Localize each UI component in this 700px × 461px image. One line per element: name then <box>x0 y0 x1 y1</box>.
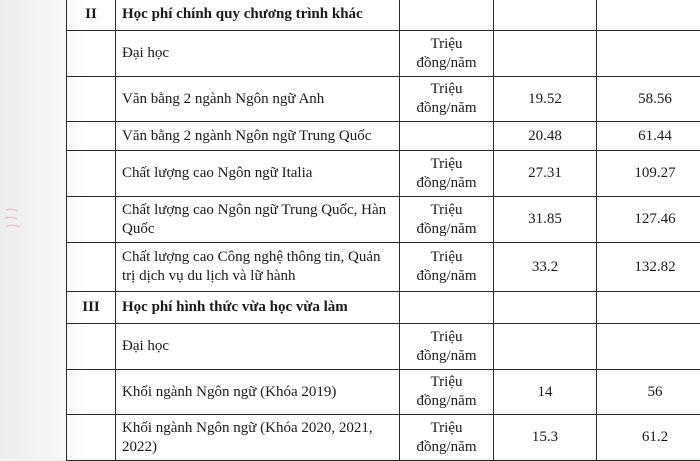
row-value-1 <box>494 324 597 370</box>
table-row <box>67 31 700 77</box>
row-number <box>67 77 116 122</box>
row-value-2 <box>597 0 700 31</box>
row-value-2 <box>597 324 700 370</box>
row-label: Chất lượng cao Ngôn ngữ Italia <box>116 151 400 197</box>
row-unit: Triệu đồng/năm <box>400 370 494 415</box>
row-unit: Triệu đồng/năm <box>400 151 494 197</box>
row-value-2 <box>597 292 700 324</box>
row-number <box>67 31 116 77</box>
table-row <box>67 151 700 197</box>
row-unit: Triệu đồng/năm <box>400 31 494 77</box>
table-row <box>67 197 700 243</box>
table-row <box>67 243 700 292</box>
row-value-1 <box>494 31 597 77</box>
row-unit <box>400 292 494 324</box>
row-unit <box>400 122 494 151</box>
table-row <box>67 324 700 370</box>
table-row <box>67 77 700 122</box>
row-label: Đại học <box>116 324 400 370</box>
row-number <box>67 151 116 197</box>
row-number <box>67 122 116 151</box>
row-value-2: 56 <box>597 370 700 415</box>
row-number <box>67 324 116 370</box>
table-row-section-2 <box>67 0 700 31</box>
row-label: Học phí hình thức vừa học vừa làm <box>116 292 400 324</box>
row-value-1: 19.52 <box>494 77 597 122</box>
row-unit <box>400 0 494 31</box>
row-number: III <box>67 292 116 324</box>
row-label: Khối ngành Ngôn ngữ (Khóa 2019) <box>116 370 400 415</box>
row-label: Đại học <box>116 31 400 77</box>
tuition-fee-table <box>66 0 700 461</box>
row-value-1: 20.48 <box>494 122 597 151</box>
row-value-2: 58.56 <box>597 77 700 122</box>
row-unit: Triệu đồng/năm <box>400 243 494 292</box>
row-number <box>67 197 116 243</box>
table-row <box>67 370 700 415</box>
pink-mark-decoration <box>4 204 26 232</box>
table-row <box>67 122 700 151</box>
row-value-2: 61.2 <box>597 415 700 461</box>
row-label: Khối ngành Ngôn ngữ (Khóa 2020, 2021, 2022) <box>116 415 400 461</box>
row-value-1: 33.2 <box>494 243 597 292</box>
row-unit: Triệu đồng/năm <box>400 324 494 370</box>
row-value-2 <box>597 31 700 77</box>
row-number: II <box>67 0 116 31</box>
row-number <box>67 415 116 461</box>
row-value-1 <box>494 0 597 31</box>
table-row-section-3 <box>67 292 700 324</box>
row-label: Học phí chính quy chương trình khác <box>116 0 400 31</box>
row-value-2: 127.46 <box>597 197 700 243</box>
row-value-2: 61.44 <box>597 122 700 151</box>
table-row <box>67 415 700 461</box>
row-label: Văn bằng 2 ngành Ngôn ngữ Trung Quốc <box>116 122 400 151</box>
row-number <box>67 370 116 415</box>
row-value-1: 15.3 <box>494 415 597 461</box>
row-number <box>67 243 116 292</box>
row-value-1: 31.85 <box>494 197 597 243</box>
row-value-1 <box>494 292 597 324</box>
row-label: Chất lượng cao Ngôn ngữ Trung Quốc, Hàn Quốc <box>116 197 400 243</box>
row-unit: Triệu đồng/năm <box>400 415 494 461</box>
row-label: Văn bằng 2 ngành Ngôn ngữ Anh <box>116 77 400 122</box>
row-value-2: 109.27 <box>597 151 700 197</box>
row-unit: Triệu đồng/năm <box>400 77 494 122</box>
row-value-1: 14 <box>494 370 597 415</box>
row-unit: Triệu đồng/năm <box>400 197 494 243</box>
row-value-1: 27.31 <box>494 151 597 197</box>
row-label: Chất lượng cao Công nghệ thông tin, Quản trị dịch vụ du lịch và lữ hành <box>116 243 400 292</box>
row-value-2: 132.82 <box>597 243 700 292</box>
